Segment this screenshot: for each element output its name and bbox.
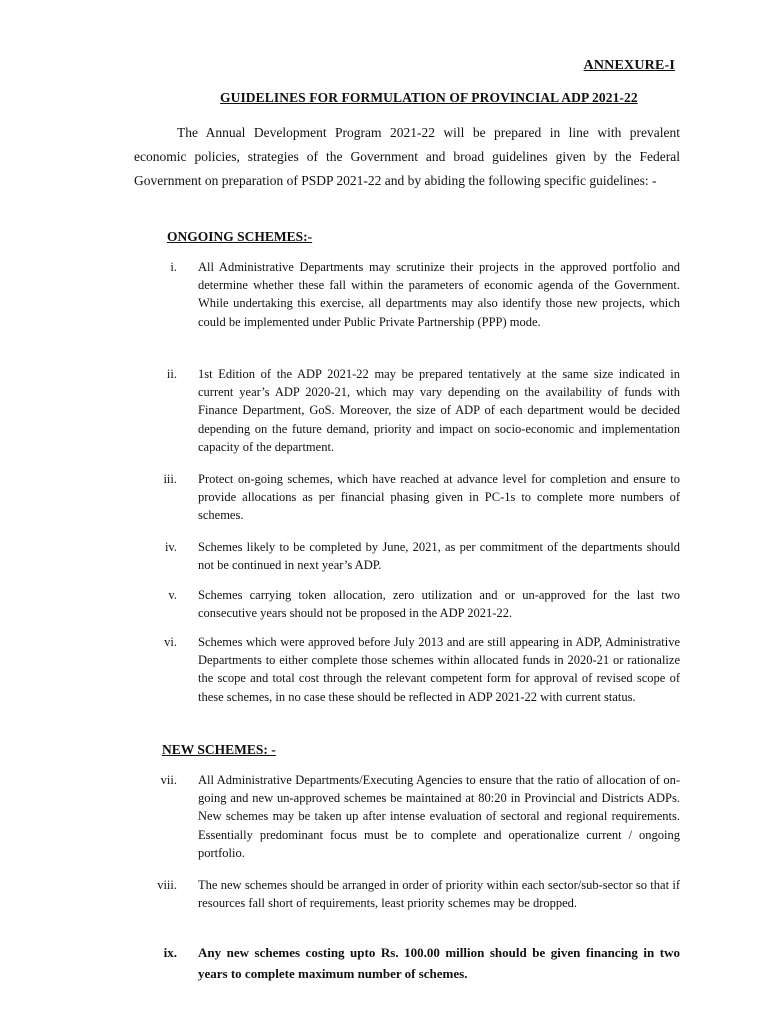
new-schemes-heading: NEW SCHEMES: - (162, 742, 276, 757)
intro-paragraph: The Annual Development Program 2021-22 will be prepared in line with prevalent economic policies, strategies of the Government and broad guidelines given by the Federal Government on preparation of PSDP 2021-22 and by abiding the following specific guidelines: - (134, 125, 680, 189)
list-item-text: Schemes carrying token allocation, zero utilization and or un-approved for the last two consecutive years should not be proposed in the ADP 2021-22. (198, 588, 680, 621)
list-item-text: Any new schemes costing upto Rs. 100.00 million should be given financing in two years to complete maximum number of schemes. (198, 945, 680, 981)
list-item-number: ii. (166, 367, 177, 381)
list-item-text: Protect on-going schemes, which have reached at advance level for completion and ensure to provide allocations as per financial phasing given in PC-1s to complete more numbers of schemes. (198, 472, 680, 523)
list-item-number: iv. (164, 540, 177, 554)
list-item-number: vi. (164, 635, 177, 649)
ongoing-schemes-heading: ONGOING SCHEMES:- (167, 229, 313, 244)
list-item-number: i. (170, 260, 177, 274)
list-item-text: Schemes which were approved before July 2013 and are still appearing in ADP, Administrative Departments to either complete those schemes within allocated funds in 2020-21 or rationalize the scope and total cost through the relevant competent form for approval of revised scope of these schemes, in no case these should be reflected in ADP 2021-22 with current status. (198, 635, 680, 704)
list-item-text: The new schemes should be arranged in order of priority within each sector/sub-sector so that if resources fall short of requirements, least priority schemes may be dropped. (198, 878, 680, 911)
list-item-number: vii. (160, 773, 177, 787)
list-item-number: ix. (163, 945, 177, 960)
annexure-label: ANNEXURE-I (583, 58, 675, 73)
list-item-number: v. (168, 588, 177, 602)
list-item-text: Schemes likely to be completed by June, 2021, as per commitment of the departments should not be continued in next year’s ADP. (198, 540, 680, 573)
list-item-text: 1st Edition of the ADP 2021-22 may be prepared tentatively at the same size indicated in current year’s ADP 2020-21, which may vary depending on the availability of funds with Finance Department, GoS. Moreover, the size of ADP of each department would be decided depending on the future demand, priority and impact on socio-economic and implementation capacity of the department. (198, 367, 680, 454)
list-item-text: All Administrative Departments may scrutinize their projects in the approved portfolio and determine whether these fall within the parameters of economic agenda of the Government. While undertaking this exercise, all departments may also identify those new projects, which could be implemented under Public Private Partnership (PPP) mode. (198, 260, 680, 329)
list-item-text: All Administrative Departments/Executing Agencies to ensure that the ratio of allocation of on-going and new un-approved schemes be maintained at 80:20 in Provincial and Districts ADPs. New schemes may be taken up after intense evaluation of sectoral and regional requirements. Essentially predominant focus must be to complete and operationalize current / ongoing portfolio. (198, 773, 680, 860)
document-title: GUIDELINES FOR FORMULATION OF PROVINCIAL ADP 2021-22 (220, 90, 638, 105)
list-item-number: iii. (163, 472, 177, 486)
list-item-number: viii. (157, 878, 177, 892)
